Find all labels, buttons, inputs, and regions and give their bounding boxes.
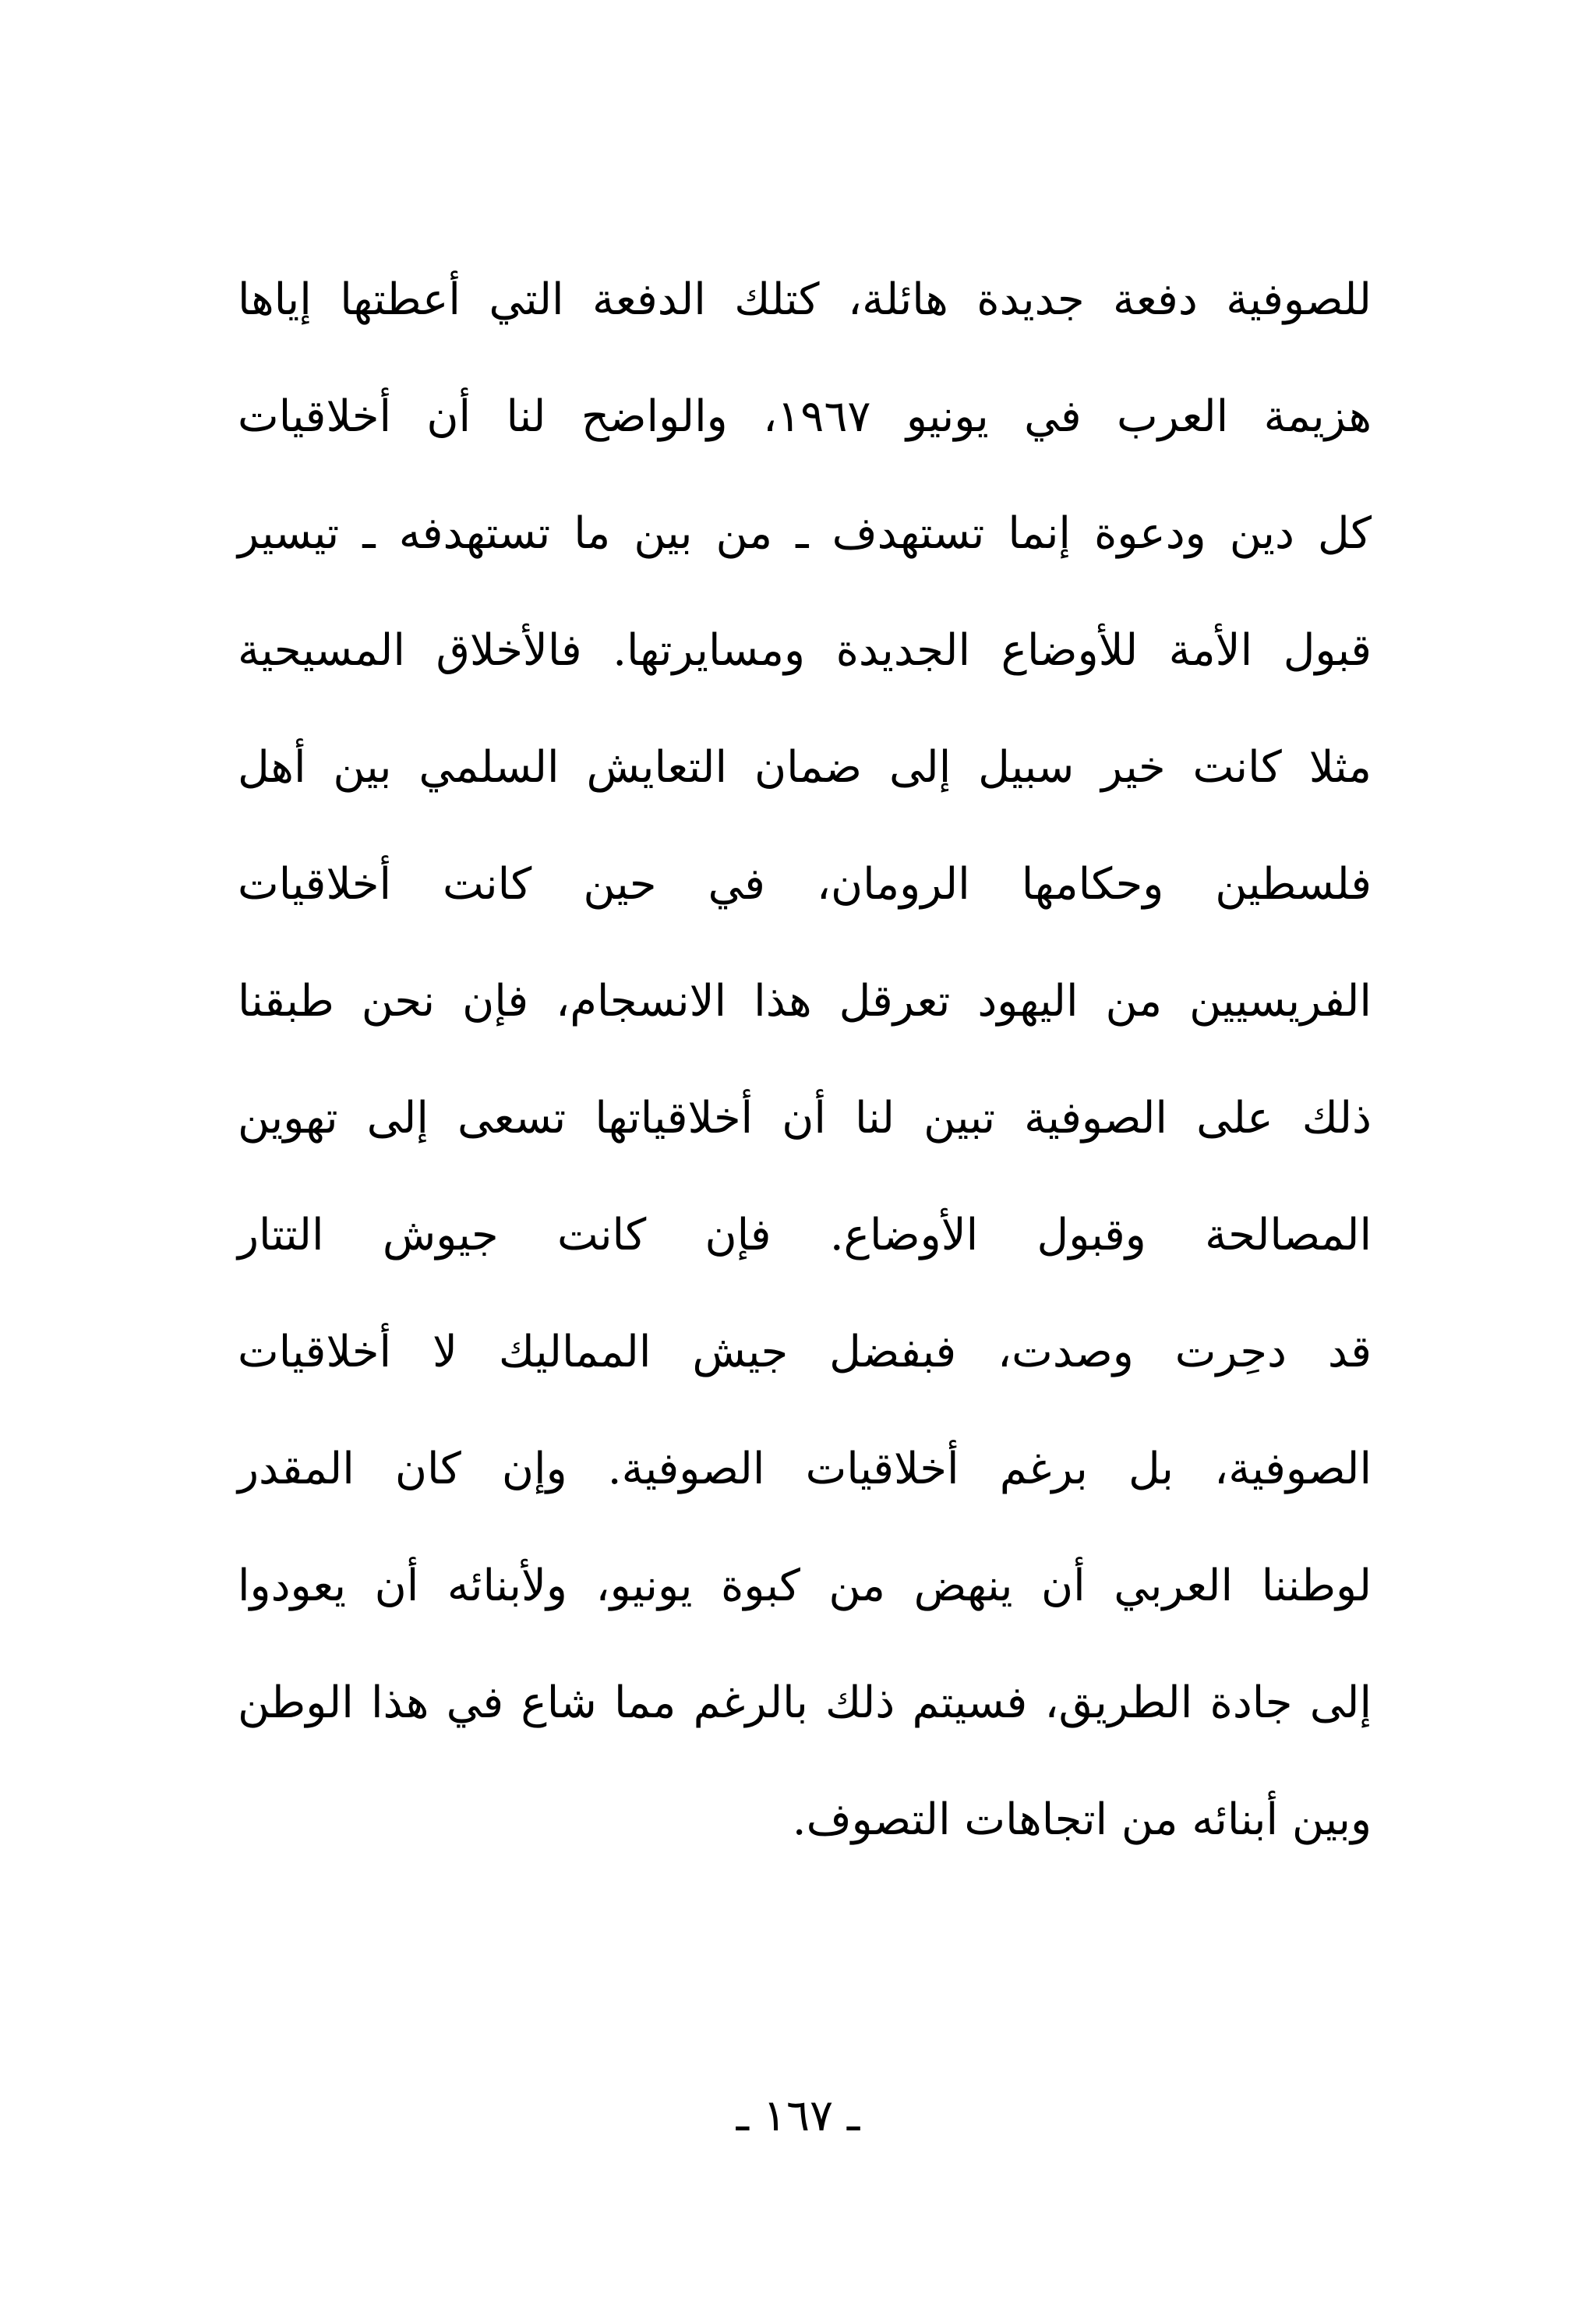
text-line: الفريسيين من اليهود تعرقل هذا الانسجام، فإن نحن طبقنا: [238, 976, 1372, 1027]
text-line: فلسطين وحكامها الرومان، في حين كانت أخلاقيات: [238, 859, 1372, 910]
text-line: قد دحِرت وصدت، فبفضل جيش المماليك لا أخلاقيات: [238, 1327, 1372, 1377]
text-line: كل دين ودعوة إنما تستهدف ـ من بين ما تستهدفه ـ تيسير: [238, 508, 1372, 559]
text-line: للصوفية دفعة جديدة هائلة، كتلك الدفعة التي أعطتها إياها: [238, 274, 1372, 325]
text-line: مثلا كانت خير سبيل إلى ضمان التعايش السلمي بين أهل: [238, 742, 1372, 793]
body-paragraph: [238, 242, 1372, 1879]
text-line: الصوفية، بل برغم أخلاقيات الصوفية. وإن كان المقدر: [238, 1444, 1372, 1494]
text-line: هزيمة العرب في يونيو ١٩٦٧، والواضح لنا أن أخلاقيات: [238, 391, 1372, 442]
text-line: لوطننا العربي أن ينهض من كبوة يونيو، ولأبنائه أن يعودوا: [238, 1561, 1372, 1611]
page-number: ـ ١٦٧ ـ: [736, 2091, 860, 2141]
text-line-last: وبين أبنائه من اتجاهات التصوف.: [792, 1794, 1372, 1845]
text-line: إلى جادة الطريق، فسيتم ذلك بالرغم مما شاع في هذا الوطن: [238, 1677, 1372, 1728]
text-line: ذلك على الصوفية تبين لنا أن أخلاقياتها تسعى إلى تهوين: [238, 1093, 1372, 1144]
text-line: المصالحة وقبول الأوضاع. فإن كانت جيوش التتار: [238, 1210, 1372, 1260]
text-line: قبول الأمة للأوضاع الجديدة ومسايرتها. فالأخلاق المسيحية: [238, 625, 1372, 676]
